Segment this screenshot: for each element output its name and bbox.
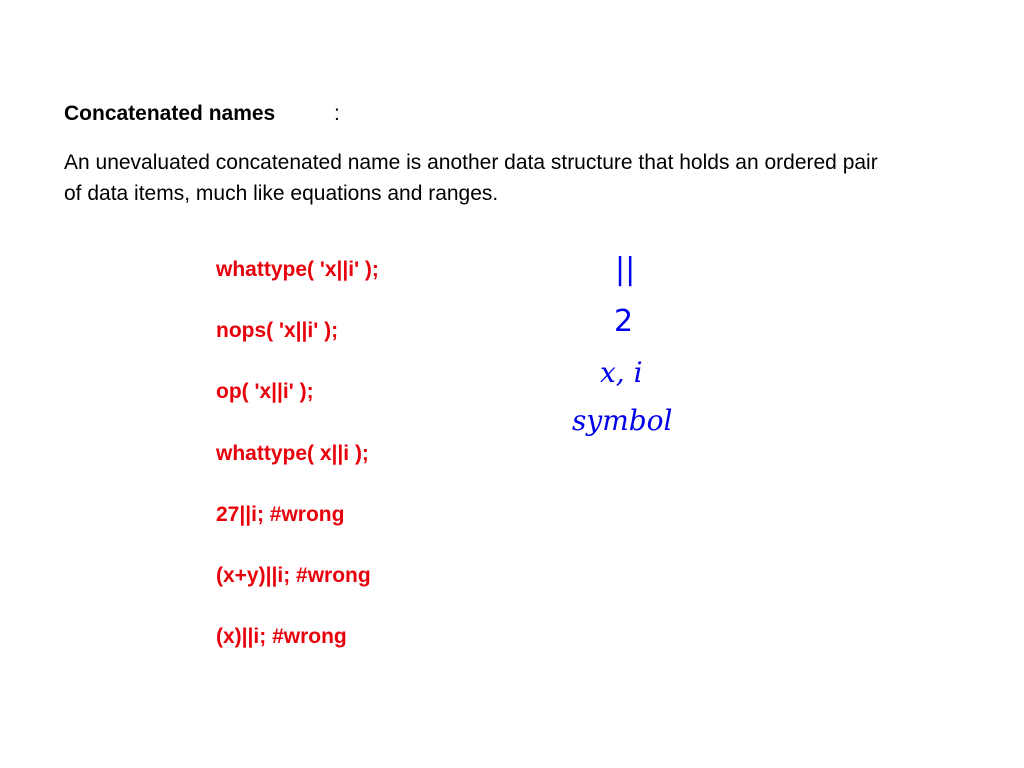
output-type-symbol: symbol [572, 404, 673, 437]
code-line-x-wrong: (x)||i; #wrong [216, 625, 347, 649]
code-line-whattype-quoted: whattype( 'x||i' ); [216, 258, 379, 281]
code-line-whattype-unquoted: whattype( x||i ); [216, 441, 369, 465]
output-op-result: x, i [600, 356, 643, 389]
output-concat-operator: || [615, 252, 636, 287]
slide-body-text: An unevaluated concatenated name is another data structure that holds an ordered pair of data items, much like equations and ranges. [64, 151, 878, 205]
slide-heading: Concatenated names [64, 102, 276, 125]
code-list [216, 256, 379, 684]
code-line-nops: nops( 'x||i' ); [216, 319, 339, 343]
output-nops-result: 2 [614, 304, 634, 339]
code-line-xplusy-wrong: (x+y)||i; #wrong [216, 563, 371, 587]
heading-colon: : [334, 102, 340, 125]
code-line-op: op( 'x||i' ); [216, 380, 314, 404]
code-line-27-wrong: 27||i; #wrong [216, 502, 345, 526]
